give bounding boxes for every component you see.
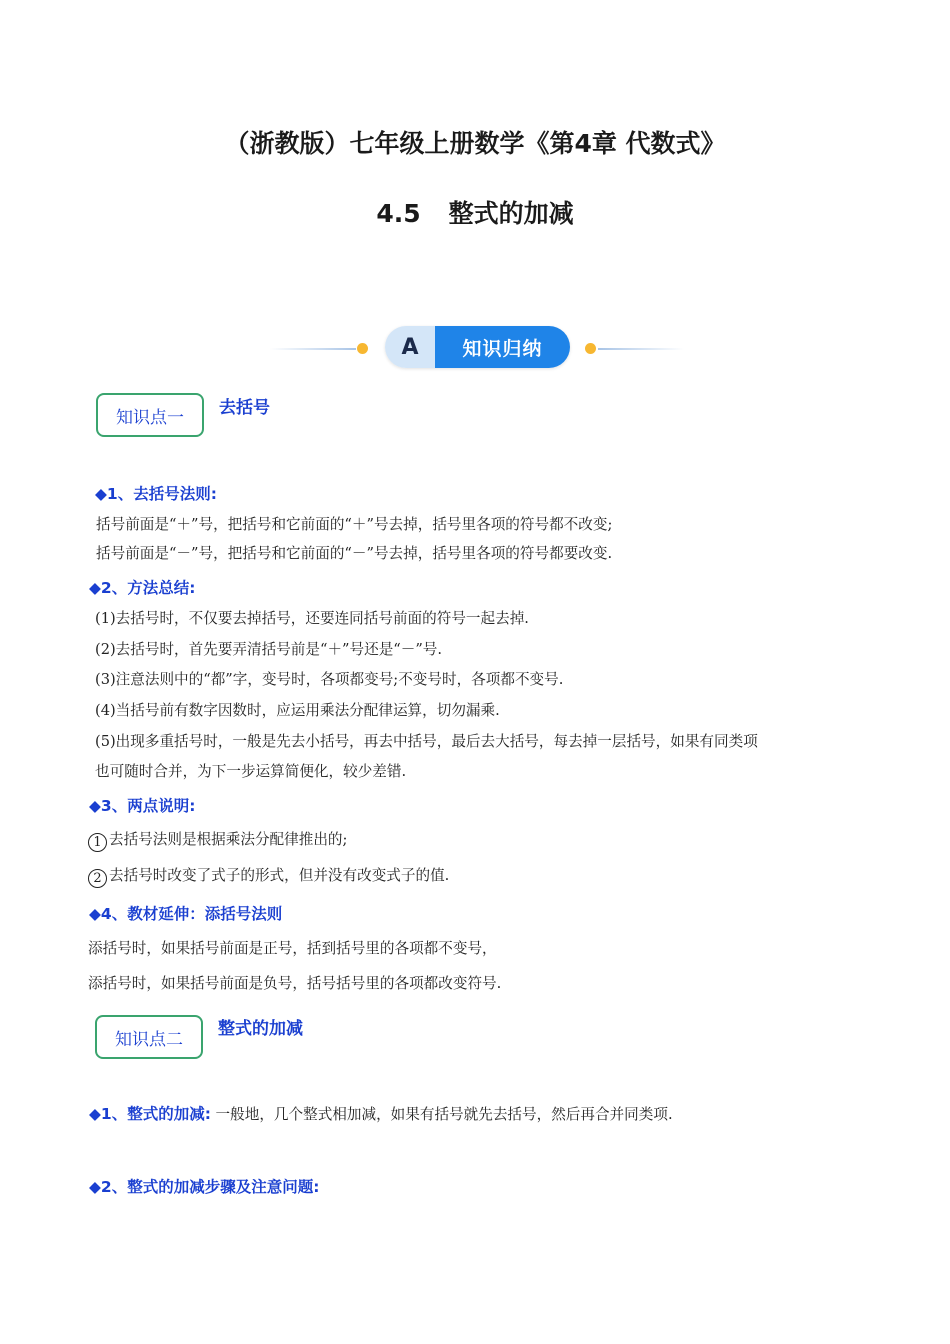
kp2-heading-1: ◆1、整式的加减:	[89, 1105, 211, 1123]
kp2-heading-2: ◆2、整式的加减步骤及注意问题:	[89, 1178, 320, 1196]
kp1-heading-3: ◆3、两点说明:	[89, 797, 196, 815]
kp2-label-box: 知识点二	[95, 1015, 203, 1059]
kp1-heading-1: ◆1、去括号法则:	[95, 485, 217, 503]
kp1-rule-line-2: 括号前面是“－”号，把括号和它前面的“－”号去掉，括号里各项的符号都要改变.	[96, 545, 613, 562]
banner-text: 知识归纳	[435, 326, 570, 368]
banner-letter: A	[385, 326, 435, 368]
kp1-method-line-6: 也可随时合并，为下一步运算简便化，较少差错.	[95, 763, 407, 780]
kp1-title: 去括号	[219, 398, 270, 418]
banner-dot-left	[357, 343, 368, 354]
kp2-paragraph-1: ◆1、整式的加减: 一般地，几个整式相加减，如果有括号就先去括号，然后再合并同类项.	[89, 1105, 673, 1123]
circled-number-2: 2	[88, 869, 107, 888]
section-banner	[385, 326, 570, 368]
kp1-ext-line-1: 添括号时，如果括号前面是正号，括到括号里的各项都不变号，	[88, 940, 497, 957]
section-name: 整式的加减	[448, 199, 574, 228]
kp1-method-line-3: (3)注意法则中的“都”字，变号时，各项都变号;不变号时，各项都不变号.	[95, 671, 564, 688]
kp1-ext-line-2: 添括号时，如果括号前面是负号，括号括号里的各项都改变符号.	[88, 975, 502, 992]
kp1-method-line-5: (5)出现多重括号时，一般是先去小括号，再去中括号，最后去大括号，每去掉一层括号，如果有同类项	[95, 733, 758, 750]
kp1-method-line-1: (1)去括号时，不仅要去掉括号，还要连同括号前面的符号一起去掉.	[95, 610, 529, 627]
kp1-note-2: 2 去括号时改变了式子的形式，但并没有改变式子的值.	[88, 866, 449, 888]
banner-line-right	[598, 348, 684, 350]
section-number: 4.5	[376, 199, 421, 228]
banner-dot-right	[585, 343, 596, 354]
kp1-heading-2: ◆2、方法总结:	[89, 579, 196, 597]
kp1-heading-4: ◆4、教材延伸：添括号法则	[89, 905, 283, 923]
section-title	[0, 194, 950, 230]
kp1-method-line-2: (2)去括号时，首先要弄清括号前是“＋”号还是“－”号.	[95, 641, 443, 658]
document-title: （浙教版）七年级上册数学《第4章 代数式》	[224, 129, 726, 158]
kp1-method-line-4: (4)当括号前有数字因数时，应运用乘法分配律运算，切勿漏乘.	[95, 702, 500, 719]
kp1-note-1: 1 去括号法则是根据乘法分配律推出的;	[88, 830, 347, 852]
kp1-label-box: 知识点一	[96, 393, 204, 437]
kp1-rule-line-1: 括号前面是“＋”号，把括号和它前面的“＋”号去掉，括号里各项的符号都不改变;	[96, 516, 613, 533]
circled-number-1: 1	[88, 833, 107, 852]
banner-line-left	[270, 348, 356, 350]
kp2-title: 整式的加减	[218, 1019, 303, 1039]
